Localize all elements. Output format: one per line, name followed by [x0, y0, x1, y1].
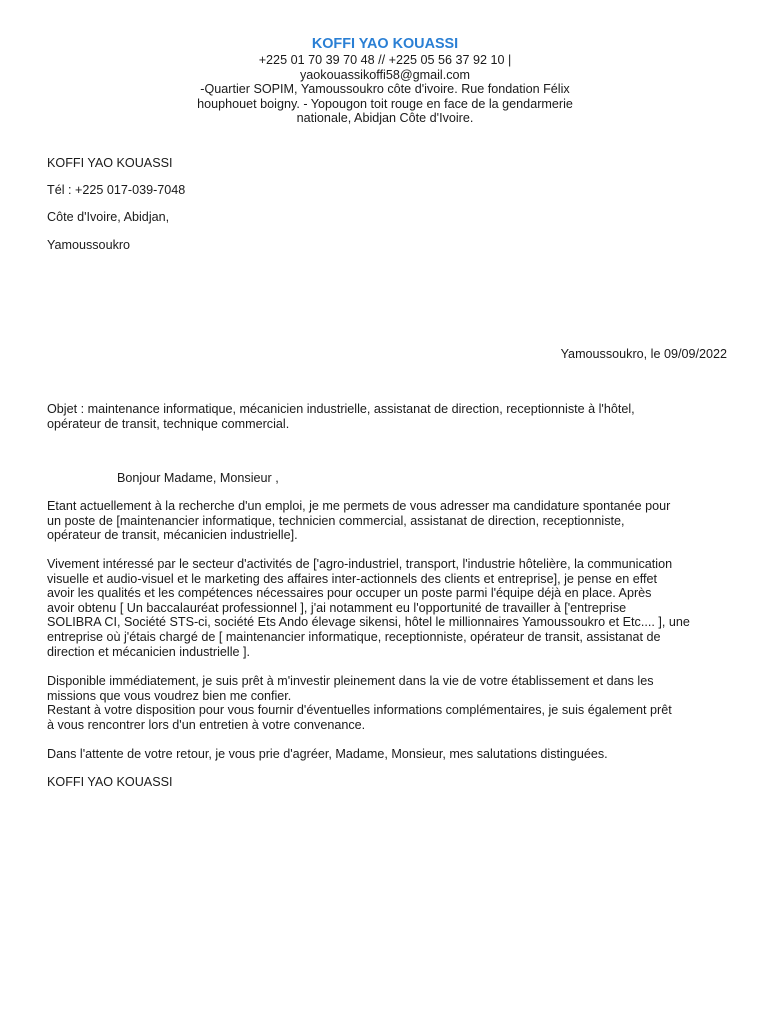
header-address-line: nationale, Abidjan Côte d'Ivoire.	[296, 111, 474, 126]
paragraph-line: Vivement intéressé par le secteur d'activités de ['agro-industriel, transport, l'industrie hôtelière, la communication	[47, 557, 673, 571]
header-email: yaokouassikoffi58@gmail.com	[299, 67, 471, 82]
header-name: KOFFI YAO KOUASSI	[311, 36, 459, 52]
paragraph-line: visuelle et audio-visuel et le marketing des affaires inter-actionnels des clients et entreprise], je pense en effet	[47, 571, 657, 586]
signature-block	[47, 775, 737, 790]
closing-line: Dans l'attente de votre retour, je vous prie d'agréer, Madame, Monsieur, mes salutations distinguées.	[47, 747, 608, 761]
closing-block	[47, 747, 737, 762]
paragraph-line: Disponible immédiatement, je suis prêt à m'investir pleinement dans la vie de votre établissement et dans les	[47, 674, 654, 688]
greeting-block	[47, 471, 768, 486]
paragraph-3	[47, 674, 737, 732]
paragraph-line: SOLIBRA CI, Société STS-ci, société Ets Ando élevage sikensi, hôtel le millionnaires Yamoussoukro et Etc.... ], une	[47, 615, 690, 630]
object-block	[47, 402, 737, 431]
sender-name-block	[47, 156, 737, 171]
paragraph-line: opérateur de transit, mécanicien industrielle].	[47, 528, 298, 543]
paragraph-line: direction et mécanicien industrielle ].	[47, 644, 251, 659]
sender-name: KOFFI YAO KOUASSI	[47, 156, 173, 170]
sender-country: Côte d'Ivoire, Abidjan,	[47, 210, 170, 224]
paragraph-line: avoir obtenu [ Un baccalauréat professionnel ], j'ai notamment eu l'opportunité de travailler à ['entreprise	[47, 600, 627, 615]
header-address-line: houphouet boigny. - Yopougon toit rouge en face de la gendarmerie	[197, 96, 573, 111]
header-phones: +225 01 70 39 70 48 // +225 05 56 37 92 10 |	[258, 53, 512, 67]
paragraph-1	[47, 499, 737, 543]
sender-city: Yamoussoukro	[47, 238, 131, 252]
sender-country-block	[47, 210, 737, 225]
sender-tel: Tél : +225 017-039-7048	[47, 183, 186, 197]
signature: KOFFI YAO KOUASSI	[47, 775, 173, 789]
greeting: Bonjour Madame, Monsieur ,	[117, 471, 279, 485]
sender-tel-block	[47, 183, 737, 198]
date-line: Yamoussoukro, le 09/09/2022	[560, 347, 727, 361]
paragraph-line: avoir les qualités et les compétences nécessaires pour occuper un poste parmi l'équipe déjà en place. Après	[47, 586, 652, 601]
paragraph-line: Restant à votre disposition pour vous fournir d'éventuelles informations complémentaires, je suis également prêt	[47, 703, 672, 718]
object-line: opérateur de transit, technique commercial.	[47, 416, 290, 431]
sender-city-block	[47, 238, 737, 253]
date-block	[47, 347, 727, 362]
paragraph-line: un poste de [maintenancier informatique, technicien commercial, assistanat de direction, receptionniste,	[47, 513, 625, 528]
paragraph-2	[47, 557, 737, 659]
paragraph-line: Etant actuellement à la recherche d'un emploi, je me permets de vous adresser ma candidature spontanée pour	[47, 499, 671, 513]
paragraph-line: missions que vous voudrez bien me confier.	[47, 688, 292, 703]
letter-header	[150, 36, 620, 126]
paragraph-line: entreprise où j'étais chargé de [ maintenancier informatique, receptionniste, opérateur de transit, assistanat de	[47, 629, 661, 644]
paragraph-line: à vous rencontrer lors d'un entretien à votre convenance.	[47, 717, 366, 732]
object-line: Objet : maintenance informatique, mécanicien industrielle, assistanat de direction, receptionniste à l'hôtel,	[47, 402, 635, 416]
header-address-line: -Quartier SOPIM, Yamoussoukro côte d'ivoire. Rue fondation Félix	[200, 82, 570, 97]
